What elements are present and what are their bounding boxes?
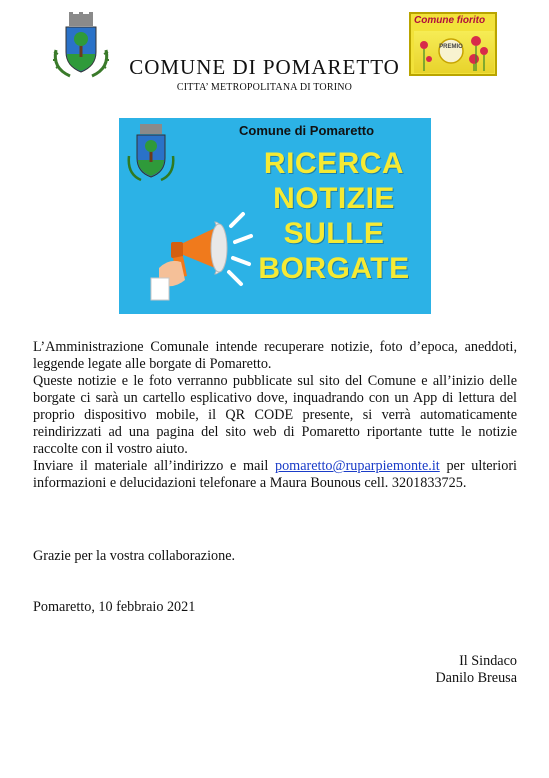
banner-headline (237, 146, 431, 286)
banner-line-2: NOTIZIE (273, 182, 395, 215)
megaphone-icon (151, 214, 251, 300)
paragraph-contact (33, 458, 517, 492)
signature-name: Danilo Breusa (435, 670, 517, 686)
banner-line-3: SULLE (283, 217, 385, 250)
signature-block (435, 653, 517, 687)
municipal-crest-logo (50, 10, 112, 80)
award-seal-text: PREMIO (439, 44, 463, 50)
page-subtitle: CITTA’ METROPOLITANA DI TORINO (176, 82, 353, 93)
banner-line-1: RICERCA (263, 147, 405, 180)
contact-text-before: Inviare il materiale all’indirizzo e mail (33, 458, 275, 474)
banner-header: Comune di Pomaretto (239, 123, 375, 138)
paragraph-details: Queste notizie e le foto verranno pubblicate sul sito del Comune e all’inizio delle borgate ci sarà un cartello esplicativo dove, inquadrando con un App di lettura del proprio dispositivo mobile, il QR CODE presente, si verrà automaticamente reindirizzati ad una pagina del sito web di Pomaretto riportante tutte le notizie raccolte con il vostro aiuto. (33, 373, 517, 457)
flowers-icon (414, 31, 494, 73)
award-title: Comune fiorito (414, 15, 486, 26)
signature-role: Il Sindaco (459, 653, 517, 669)
contact-text-after: per ulteriori informazioni e delucidazioni telefonare a Maura Bounous cell. 3201833725. (33, 458, 517, 491)
banner-line-4: BORGATE (258, 252, 410, 285)
thanks-note: Grazie per la vostra collaborazione. (33, 548, 236, 564)
paragraph-intro: L’Amministrazione Comunale intende recuperare notizie, foto d’epoca, aneddoti, leggende legate alle borgate di Pomaretto. (33, 339, 517, 372)
announcement-body (33, 339, 517, 492)
date-line: Pomaretto, 10 febbraio 2021 (33, 599, 196, 615)
news-banner (119, 118, 431, 314)
banner-crest-icon (129, 124, 174, 180)
award-seal-area (414, 31, 494, 73)
email-link[interactable]: pomaretto@ruparpiemonte.it (274, 458, 440, 474)
comune-fiorito-award-logo (409, 12, 497, 76)
page-title: COMUNE DI POMARETTO (129, 55, 400, 79)
